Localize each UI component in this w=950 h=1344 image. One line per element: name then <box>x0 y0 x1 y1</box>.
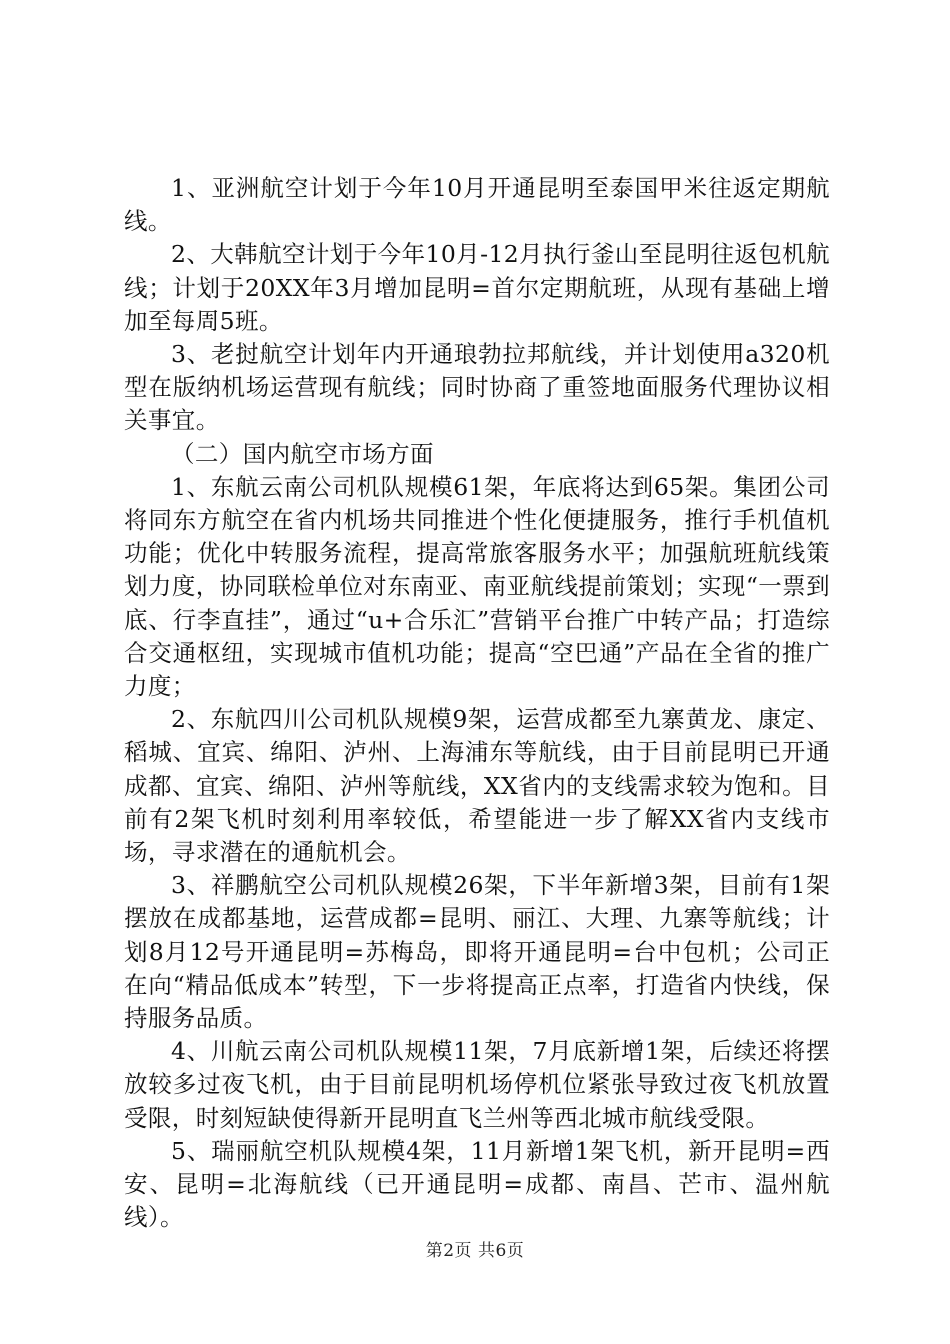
paragraph-china-eastern-sichuan: 2、东航四川公司机队规模9架，运营成都至九寨黄龙、康定、稻城、宜宾、绵阳、泸州、上海浦东等航线，由于目前昆明已开通成都、宜宾、绵阳、泸州等航线，XX省内的支线需求较为饱和。目前有2架飞机时刻利用率较低，希望能进一步了解XX省内支线市场，寻求潜在的通航机会。 <box>124 705 830 867</box>
paragraph-ruili-airlines: 5、瑞丽航空机队规模4架，11月新增1架飞机，新开昆明=西安、昆明=北海航线（已开通昆明=成都、南昌、芒市、温州航线）。 <box>124 1136 830 1232</box>
paragraph-korean-air: 2、大韩航空计划于今年10月-12月执行釜山至昆明往返包机航线；计划于20XX年3月增加昆明=首尔定期航班，从现有基础上增加至每周5班。 <box>124 240 830 335</box>
page-footer <box>0 1240 950 1262</box>
paragraph-lao-airlines: 3、老挝航空计划年内开通琅勃拉邦航线，并计划使用a320机型在版纳机场运营现有航线；同时协商了重签地面服务代理协议相关事宜。 <box>124 340 830 435</box>
page-number: 第2页 共6页 <box>425 1241 525 1261</box>
paragraph-china-eastern-yunnan: 1、东航云南公司机队规模61架，年底将达到65架。集团公司将同东方航空在省内机场共同推进个性化便捷服务，推行手机值机功能；优化中转服务流程，提高常旅客服务水平；加强航班航线策划力度，协同联检单位对东南亚、南亚航线提前策划；实现“一票到底、行李直挂”，通过“u+合乐汇”营销平台推广中转产品；打造综合交通枢纽，实现城市值机功能；提高“空巴通”产品在全省的推广力度； <box>124 472 830 701</box>
section-heading-domestic-market: （二）国内航空市场方面 <box>171 439 434 468</box>
paragraph-lucky-air: 3、祥鹏航空公司机队规模26架，下半年新增3架，目前有1架摆放在成都基地，运营成都=昆明、丽江、大理、九寨等航线；计划8月12号开通昆明=苏梅岛，即将开通昆明=台中包机；公司正在向“精品低成本”转型，下一步将提高正点率，打造省内快线，保持服务品质。 <box>124 871 830 1033</box>
document-body <box>124 172 830 1235</box>
paragraph-asia-airline: 1、亚洲航空计划于今年10月开通昆明至泰国甲米往返定期航线。 <box>124 174 830 236</box>
paragraph-sichuan-airlines-yunnan: 4、川航云南公司机队规模11架，7月底新增1架，后续还将摆放较多过夜飞机，由于目前昆明机场停机位紧张导致过夜飞机放置受限，时刻短缺使得新开昆明直飞兰州等西北城市航线受限。 <box>124 1037 830 1132</box>
